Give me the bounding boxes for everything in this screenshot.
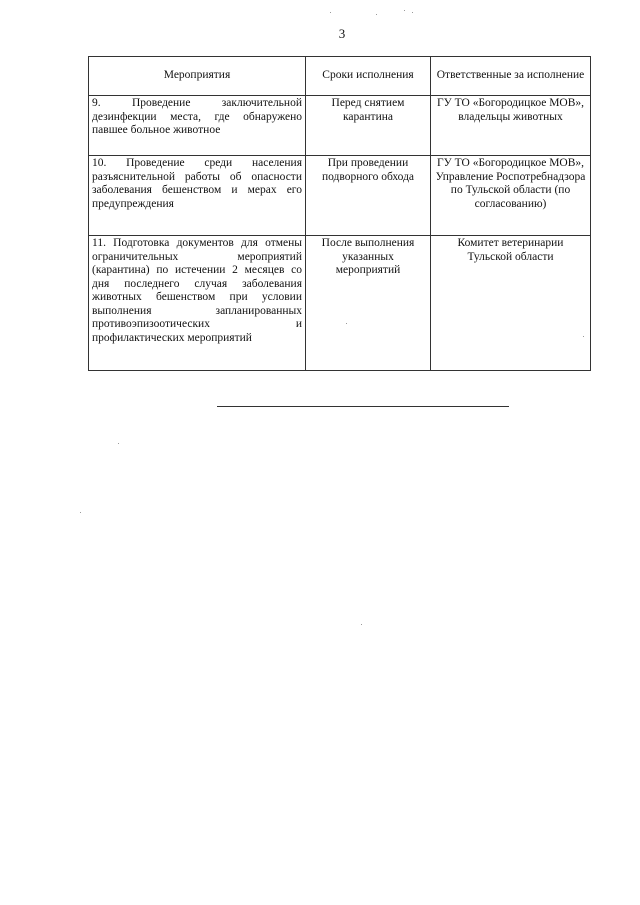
table-row xyxy=(89,96,591,156)
page-number: 3 xyxy=(338,26,346,41)
header-term: Сроки исполнения xyxy=(306,57,431,96)
scan-speck xyxy=(118,443,119,444)
measures-table xyxy=(88,56,591,371)
row-action-cell: 10. Проведение среди населения разъяснительной работы об опасности заболевания бешенством и мерах его предупреждения xyxy=(89,156,306,236)
row-term-cell: При проведении подворного обхода xyxy=(306,156,431,236)
row-term-cell: Перед снятием карантина xyxy=(306,96,431,156)
scan-speck xyxy=(80,512,81,513)
row-action-cell: 9. Проведение заключительной дезинфекции места, где обнаружено павшее больное животное xyxy=(89,96,306,156)
scan-speck xyxy=(376,14,377,15)
table-row xyxy=(89,236,591,371)
scan-speck xyxy=(330,12,331,13)
header-responsible: Ответственные за исполнение xyxy=(431,57,591,96)
row-responsible-cell: ГУ ТО «Богородицкое МОВ», владельцы животных xyxy=(431,96,591,156)
closing-rule xyxy=(217,406,509,407)
table-header-row xyxy=(89,57,591,96)
scan-speck xyxy=(412,12,413,13)
table-row xyxy=(89,156,591,236)
row-responsible-cell: ГУ ТО «Богородицкое МОВ», Управление Роспотребнадзора по Тульской области (по согласованию) xyxy=(431,156,591,236)
scan-speck xyxy=(404,10,405,11)
row-responsible-cell: Комитет ветеринарии Тульской области xyxy=(431,236,591,371)
row-term-cell: После выполнения указанных мероприятий xyxy=(306,236,431,371)
scan-speck xyxy=(361,624,362,625)
row-action-cell: 11. Подготовка документов для отмены ограничительных мероприятий (карантина) по истечении 2 месяцев со дня последнего случая заболевания животных бешенством при условии выполнения запланированных противоэпизоотических и профилактических мероприятий xyxy=(89,236,306,371)
header-action: Мероприятия xyxy=(89,57,306,96)
